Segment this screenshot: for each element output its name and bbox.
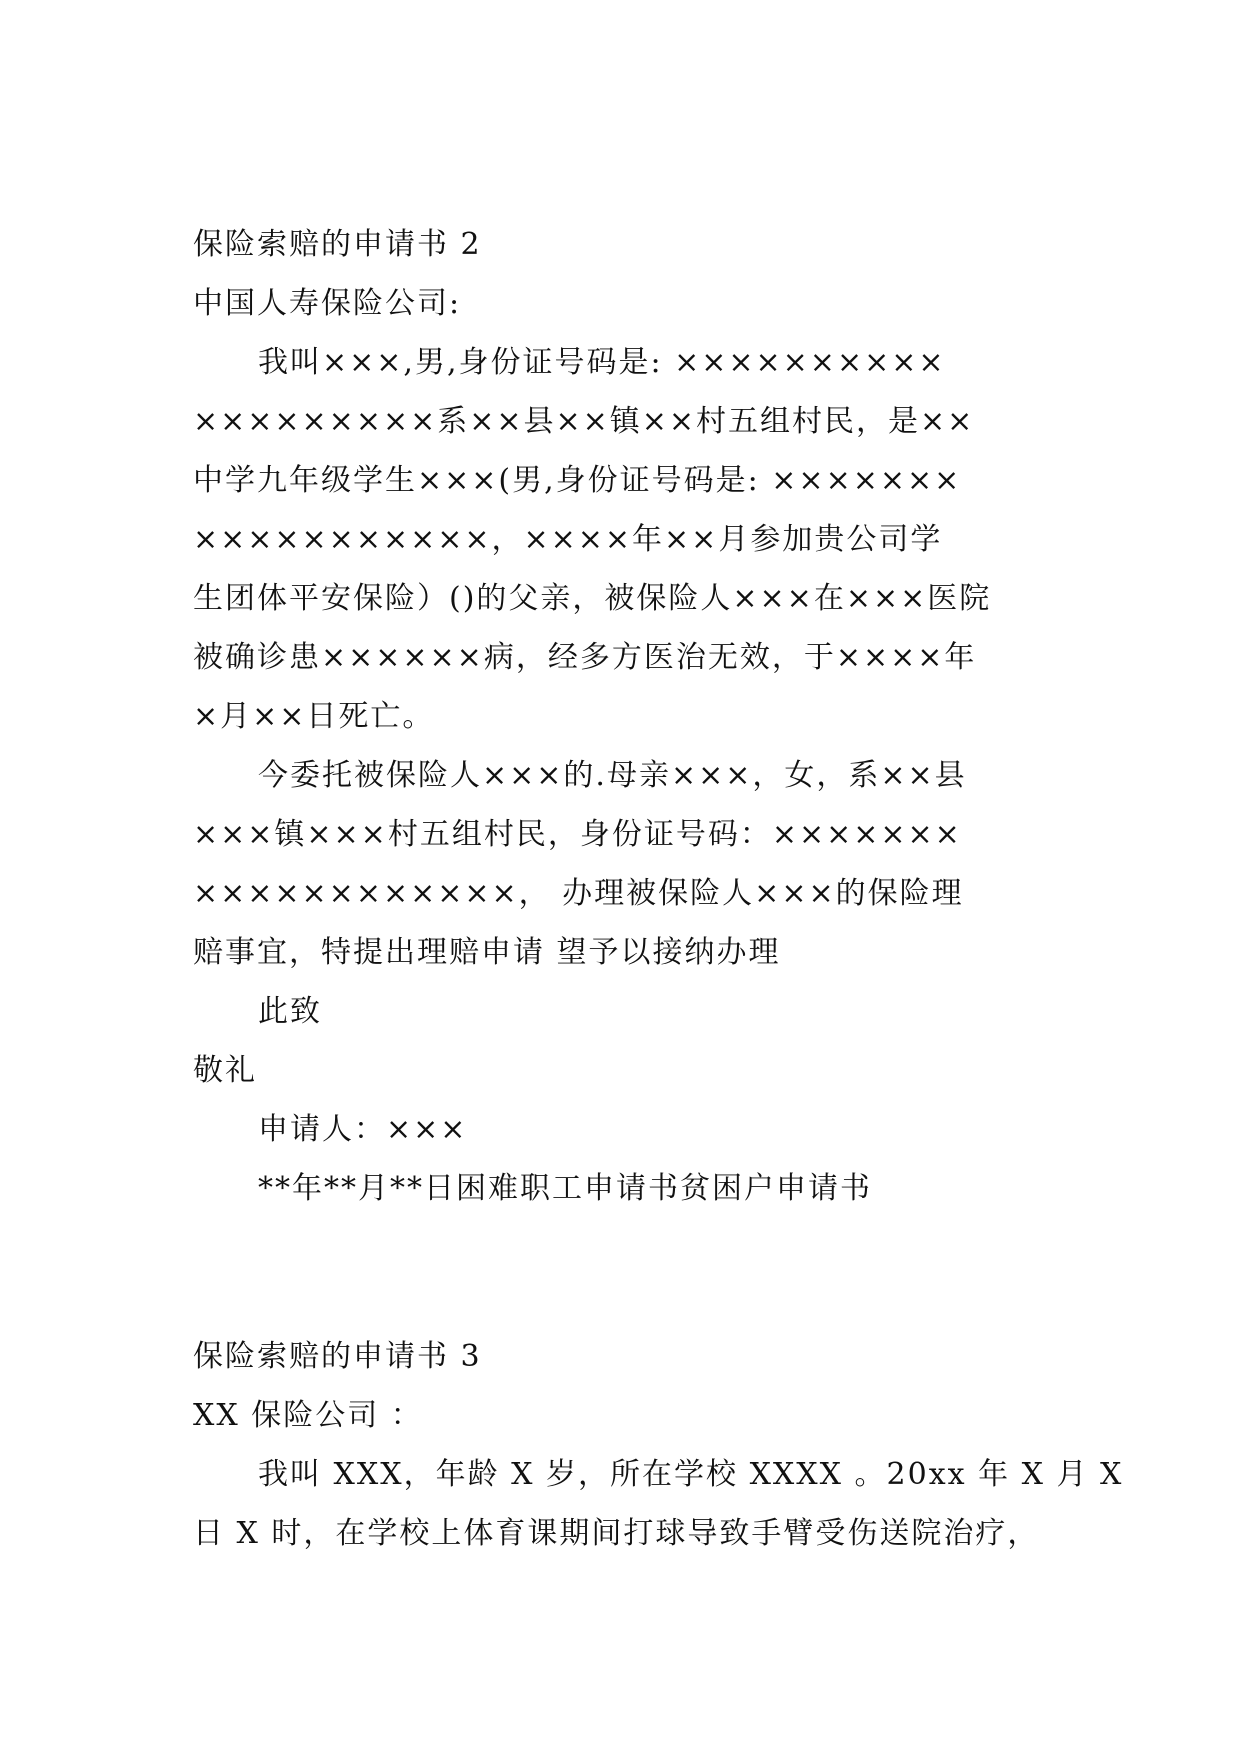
closing-regards: 敬礼 [193, 1053, 257, 1088]
paragraph-line: 今委托被保险人×××的.母亲×××，女，系××县 [258, 758, 967, 793]
paragraph-line: ×××××××××系××县××镇××村五组村民，是×× [193, 404, 975, 439]
paragraph-line: 赔事宜，特提出理赔申请 望予以接纳办理 [193, 935, 781, 970]
paragraph-line: 我叫×××,男,身份证号码是: ×××××××××× [258, 345, 946, 380]
section-title: 保险索赔的申请书 3 [193, 1339, 482, 1374]
paragraph-line: ××××××××××××， 办理被保险人×××的保险理 [193, 876, 964, 911]
paragraph-line: 我叫 XXX，年龄 X 岁，所在学校 XXXX 。20xx 年 X 月 X [258, 1457, 1124, 1492]
paragraph-line: ×××××××××××，××××年××月参加贵公司学 [193, 522, 943, 557]
paragraph-line: 被确诊患××××××病，经多方医治无效，于××××年 [193, 640, 977, 675]
paragraph-line: 生团体平安保险）()的父亲，被保险人×××在×××医院 [193, 581, 992, 616]
paragraph-line: 日 X 时，在学校上体育课期间打球导致手臂受伤送院治疗， [193, 1516, 1040, 1551]
paragraph-line: ×月××日死亡。 [193, 699, 435, 734]
paragraph-line: 中学九年级学生×××(男,身份证号码是: ××××××× [193, 463, 962, 498]
addressee: 中国人寿保险公司: [193, 286, 462, 321]
date-line: **年**月**日困难职工申请书贫困户申请书 [258, 1171, 872, 1206]
paragraph-line: ×××镇×××村五组村民，身份证号码：××××××× [193, 817, 962, 852]
closing-salutation: 此致 [258, 994, 322, 1029]
section-title: 保险索赔的申请书 2 [193, 227, 482, 262]
addressee: XX 保险公司 ： [193, 1398, 423, 1433]
applicant-line: 申请人：××× [258, 1112, 468, 1147]
